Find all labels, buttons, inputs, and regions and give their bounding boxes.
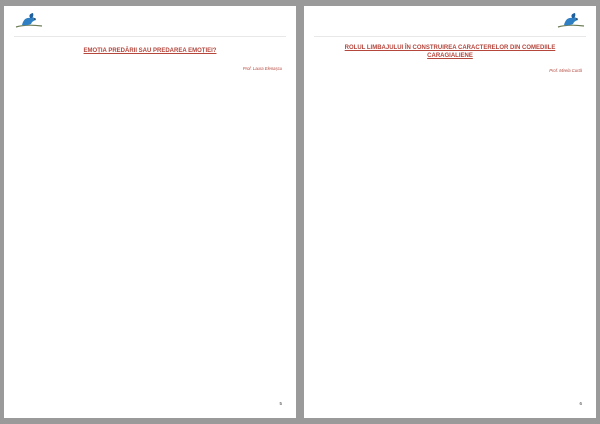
page-number: 5 xyxy=(279,401,282,406)
page-number: 6 xyxy=(579,401,582,406)
article-title-line: CARAGIALIENE xyxy=(427,52,473,59)
article-column-2 xyxy=(456,78,582,398)
header-rule xyxy=(314,36,586,37)
article-title: EMOȚIA PREDĂRII SAU PREDAREA EMOȚIEI? xyxy=(83,48,217,54)
bird-on-branch-icon xyxy=(556,12,586,30)
left-page xyxy=(4,6,296,418)
paragraph xyxy=(318,84,444,90)
header-rule xyxy=(14,36,286,37)
article-author: Prof. Laura Elenașcu xyxy=(242,66,282,71)
book-spine xyxy=(296,0,304,424)
bird-on-branch-icon xyxy=(14,12,44,30)
article-body xyxy=(16,76,284,396)
paragraph xyxy=(16,95,284,101)
journal-logo xyxy=(556,12,586,34)
article-author: Prof. Mirela Curtă xyxy=(549,68,582,73)
article-title xyxy=(316,45,584,60)
right-page xyxy=(304,6,596,418)
article-title-line: ROLUL LIMBAJULUI ÎN CONSTRUIREA CARACTERELOR DIN COMEDIILE xyxy=(344,45,556,51)
paragraph xyxy=(456,84,582,90)
journal-logo xyxy=(14,12,44,34)
article-column-1 xyxy=(318,78,444,398)
